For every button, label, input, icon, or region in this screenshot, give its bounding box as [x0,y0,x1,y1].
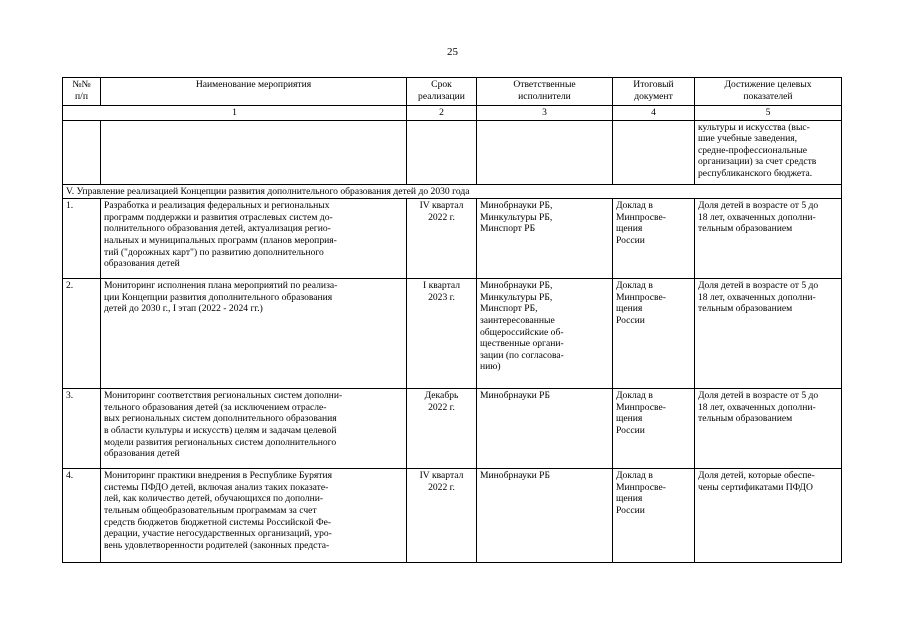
measure-name: Разработка и реализация федеральных и региональных программ поддержки и развития отраслевых систем до- полнительного образования детей, актуализация регио- нальных и муниципальных программ (планов мероприя- тий ("дорожных карт") по развитию дополнительного образования детей [101,199,407,279]
column-number-row [63,106,842,121]
column-number: 2 [407,106,477,121]
table-header-row [63,78,842,106]
column-number: 5 [695,106,842,121]
measure-name: Мониторинг соответствия региональных систем дополни- тельного образования детей (за исключением отрасле- вых региональных систем дополнительного образования в области культуры и искусств) целям и задачам целевой модели развития региональных систем дополнительного образования детей [101,389,407,469]
table-row [63,279,842,389]
measure-term: I квартал 2023 г. [407,279,477,389]
measure-target: Доля детей, которые обеспе- чены сертификатами ПФДО [695,469,842,563]
measure-document: Доклад в Минпросве- щения России [613,199,695,279]
measure-document: Доклад в Минпросве- щения России [613,279,695,389]
column-number: 3 [477,106,613,121]
measure-target: Доля детей в возрасте от 5 до 18 лет, охваченных дополни- тельным образованием [695,279,842,389]
row-number: 3. [63,389,101,469]
section-title: V. Управление реализацией Концепции развития дополнительного образования детей до 2030 года [63,184,842,199]
measure-term: Декабрь 2022 г. [407,389,477,469]
table-row [63,389,842,469]
header-target: Достижение целевых показателей [695,78,842,106]
continuation-row [63,120,842,184]
measure-name: Мониторинг исполнения плана мероприятий по реализа- ции Концепции развития дополнительного образования детей до 2030 г., I этап (2022 - 2024 гг.) [101,279,407,389]
row-number: 1. [63,199,101,279]
measure-name: Мониторинг практики внедрения в Республике Бурятия системы ПФДО детей, включая анализ таких показате- лей, как количество детей, обучающихся по дополни- тельным общеобразовательным программам за счет средств бюджетов бюджетной системы Российской Фе- дерации, участие негосударственных организаций, уро- вень удовлетворенности родителей (законных предста- [101,469,407,563]
table-row [63,469,842,563]
row-number: 2. [63,279,101,389]
column-number: 1 [63,106,407,121]
measure-executors: Минобрнауки РБ [477,389,613,469]
page-number: 25 [447,46,458,58]
table-row [63,199,842,279]
header-executors: Ответственные исполнители [477,78,613,106]
measure-executors: Минобрнауки РБ, Минкультуры РБ, Минспорт РБ [477,199,613,279]
measure-term: IV квартал 2022 г. [407,199,477,279]
measure-executors: Минобрнауки РБ, Минкультуры РБ, Минспорт РБ, заинтересованные общероссийские об- щественные органи- зации (по согласова- нию) [477,279,613,389]
header-document: Итоговый документ [613,78,695,106]
measures-table [62,77,842,563]
measure-document: Доклад в Минпросве- щения России [613,469,695,563]
header-measure-name: Наименование мероприятия [101,78,407,106]
header-term: Срок реализации [407,78,477,106]
measure-target: Доля детей в возрасте от 5 до 18 лет, охваченных дополни- тельным образованием [695,199,842,279]
row-number: 4. [63,469,101,563]
measure-document: Доклад в Минпросве- щения России [613,389,695,469]
measure-target: Доля детей в возрасте от 5 до 18 лет, охваченных дополни- тельным образованием [695,389,842,469]
measure-term: IV квартал 2022 г. [407,469,477,563]
continuation-target: культуры и искусства (выс- шие учебные заведения, средне-профессиональные организации) за счет средств республиканского бюджета. [695,120,842,184]
section-row [63,184,842,199]
column-number: 4 [613,106,695,121]
measure-executors: Минобрнауки РБ [477,469,613,563]
header-number: №№ п/п [63,78,101,106]
